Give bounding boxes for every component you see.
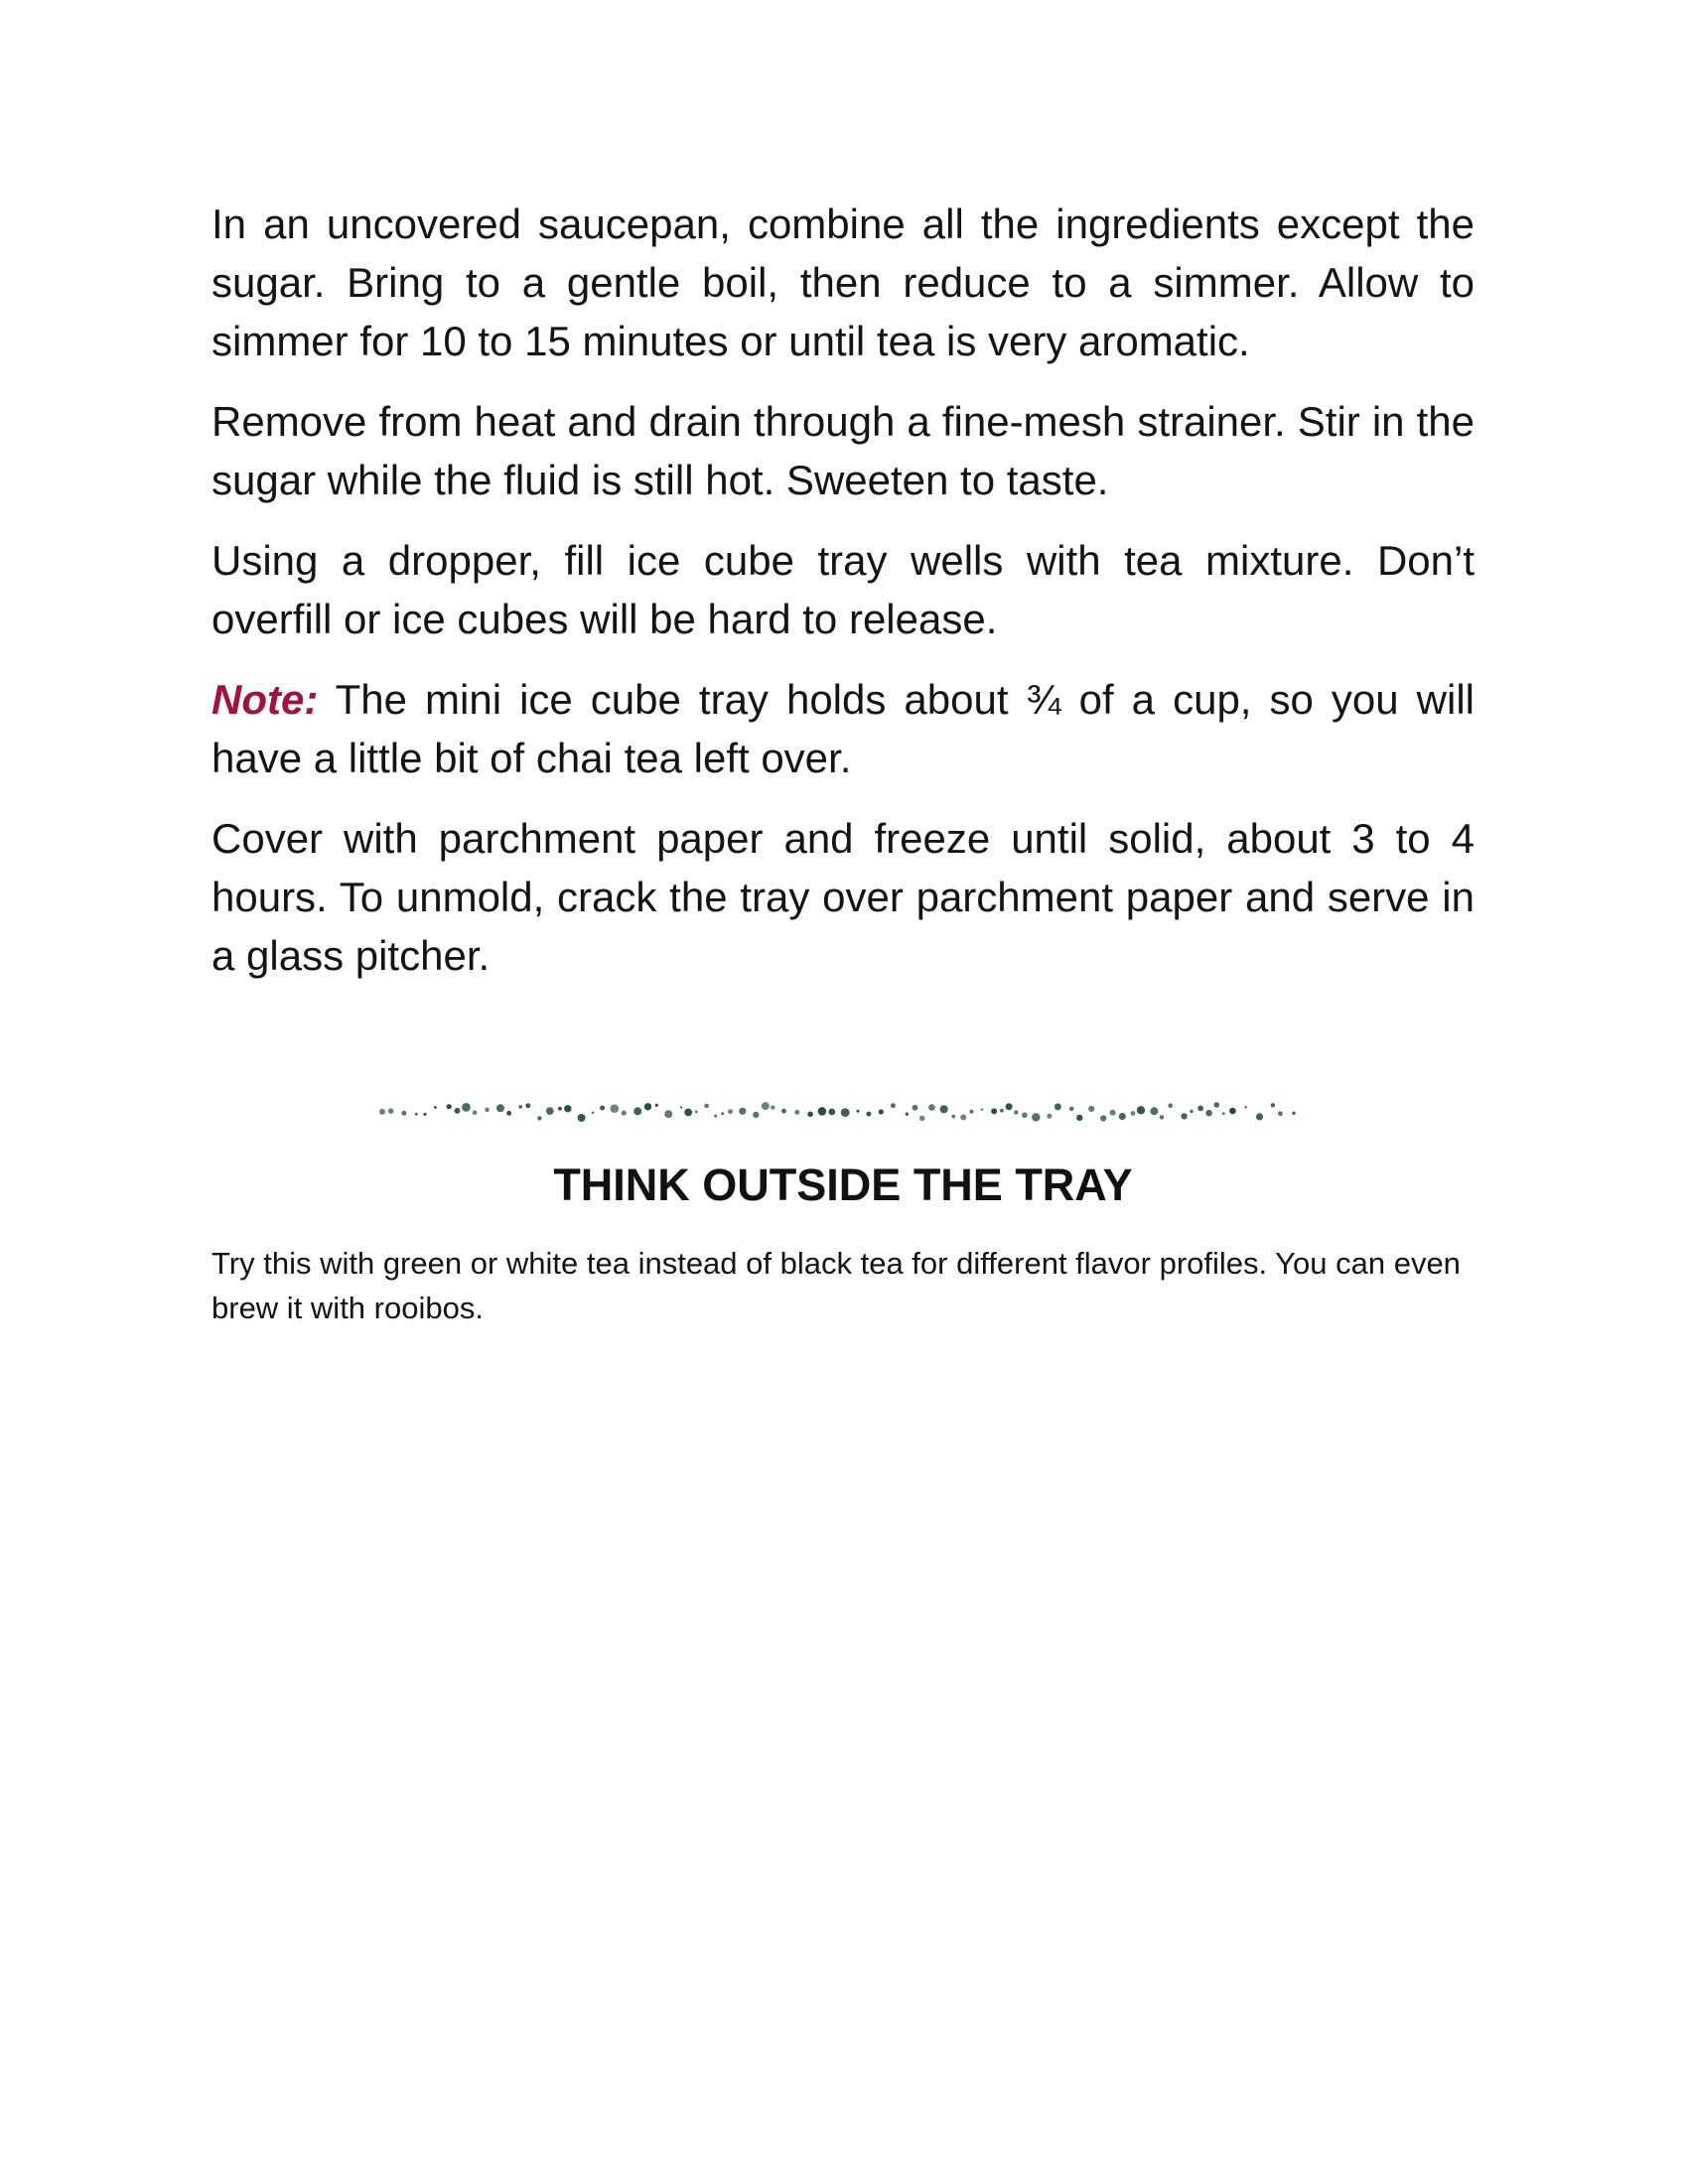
recipe-content — [211, 195, 1475, 1330]
tip-title: THINK OUTSIDE THE TRAY — [553, 1160, 1133, 1210]
tip-text: Try this with green or white tea instead of black tea for different flavor profiles. You can even brew it with rooibos. — [211, 1246, 1461, 1325]
instruction-step-1: In an uncovered saucepan, combine all the ingredients except the sugar. Bring to a gentle boil, then reduce to a simmer. Allow to simmer for 10 to 15 minutes or until tea is very aromatic. — [211, 201, 1475, 364]
note-text: The mini ice cube tray holds about ¾ of a cup, so you will have a little bit of chai tea left over. — [211, 676, 1475, 781]
note-paragraph — [211, 670, 1475, 787]
note-label: Note: — [211, 676, 319, 723]
instruction-step-3: Using a dropper, fill ice cube tray wells with tea mixture. Don’t overfill or ice cubes will be hard to release. — [211, 537, 1475, 642]
instruction-step-2: Remove from heat and drain through a fine-mesh strainer. Stir in the sugar while the fluid is still hot. Sweeten to taste. — [211, 398, 1475, 503]
instruction-step-4: Cover with parchment paper and freeze until solid, about 3 to 4 hours. To unmold, crack the tray over parchment paper and serve in a glass pitcher. — [211, 815, 1475, 979]
dotted-vine-divider-icon — [376, 1096, 1310, 1128]
